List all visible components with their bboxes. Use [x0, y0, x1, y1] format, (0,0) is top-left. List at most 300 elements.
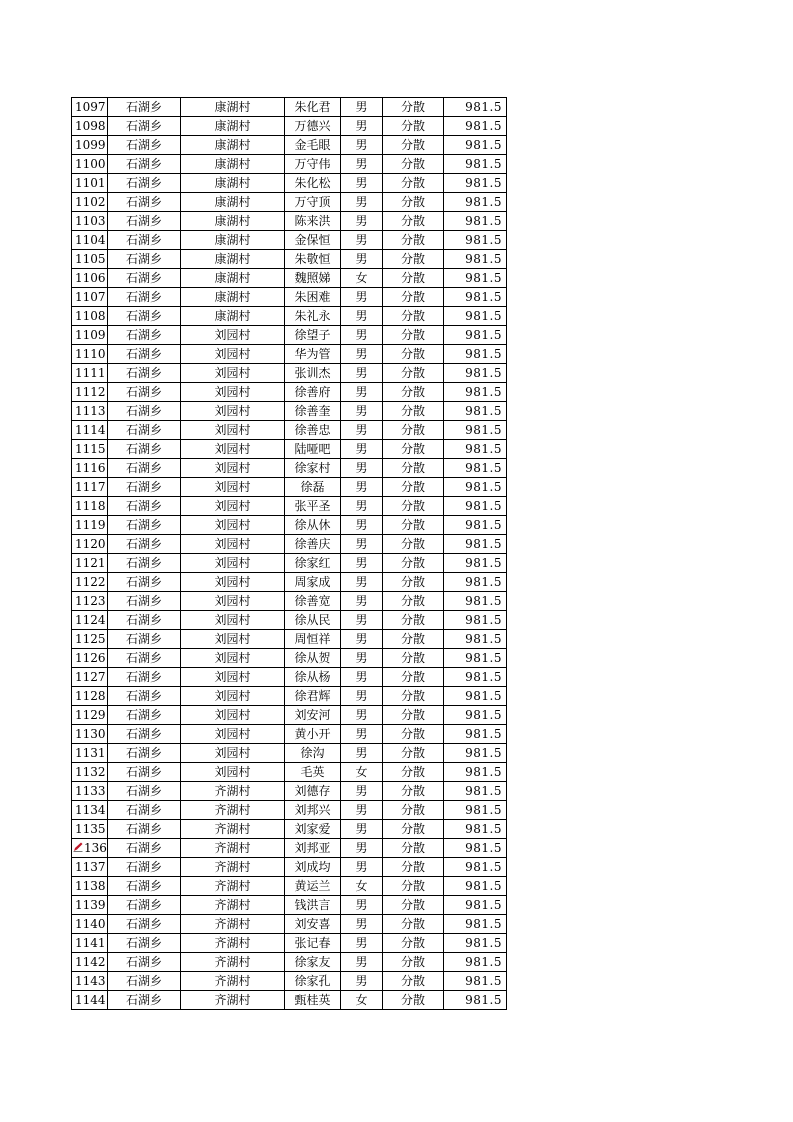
- name-cell: 徐家村: [285, 459, 341, 478]
- type-cell: 分散: [383, 896, 444, 915]
- amount-cell: 981.5: [444, 934, 507, 953]
- amount-cell: 981.5: [444, 212, 507, 231]
- village-cell: 刘园村: [181, 554, 285, 573]
- town-cell: 石湖乡: [108, 611, 181, 630]
- sex-cell: 男: [341, 307, 383, 326]
- type-cell: 分散: [383, 440, 444, 459]
- village-cell: 刘园村: [181, 345, 285, 364]
- town-cell: 石湖乡: [108, 554, 181, 573]
- sex-cell: 男: [341, 364, 383, 383]
- amount-cell: 981.5: [444, 383, 507, 402]
- amount-cell: 981.5: [444, 991, 507, 1010]
- row-number-cell: 1116: [72, 459, 108, 478]
- sex-cell: 男: [341, 288, 383, 307]
- table-row: [72, 858, 507, 877]
- row-number-cell: 1119: [72, 516, 108, 535]
- village-cell: 齐湖村: [181, 991, 285, 1010]
- sex-cell: 男: [341, 117, 383, 136]
- table-row: [72, 117, 507, 136]
- town-cell: 石湖乡: [108, 839, 181, 858]
- type-cell: 分散: [383, 725, 444, 744]
- name-cell: 黄小开: [285, 725, 341, 744]
- amount-cell: 981.5: [444, 155, 507, 174]
- type-cell: 分散: [383, 212, 444, 231]
- type-cell: 分散: [383, 630, 444, 649]
- type-cell: 分散: [383, 250, 444, 269]
- table-row: [72, 383, 507, 402]
- name-cell: 徐善宽: [285, 592, 341, 611]
- pencil-icon: [73, 842, 83, 852]
- name-cell: 徐善忠: [285, 421, 341, 440]
- row-number-cell: 1135: [72, 820, 108, 839]
- row-number-cell: 1118: [72, 497, 108, 516]
- town-cell: 石湖乡: [108, 459, 181, 478]
- sex-cell: 男: [341, 934, 383, 953]
- type-cell: 分散: [383, 915, 444, 934]
- village-cell: 刘园村: [181, 535, 285, 554]
- table-row: [72, 592, 507, 611]
- sex-cell: 男: [341, 915, 383, 934]
- type-cell: 分散: [383, 535, 444, 554]
- type-cell: 分散: [383, 459, 444, 478]
- type-cell: 分散: [383, 345, 444, 364]
- row-number-cell: 1128: [72, 687, 108, 706]
- amount-cell: 981.5: [444, 763, 507, 782]
- town-cell: 石湖乡: [108, 364, 181, 383]
- amount-cell: 981.5: [444, 554, 507, 573]
- sex-cell: 男: [341, 592, 383, 611]
- table-row: [72, 231, 507, 250]
- table-row: [72, 668, 507, 687]
- name-cell: 金毛眼: [285, 136, 341, 155]
- town-cell: 石湖乡: [108, 649, 181, 668]
- name-cell: 朱敬恒: [285, 250, 341, 269]
- town-cell: 石湖乡: [108, 934, 181, 953]
- sex-cell: 男: [341, 554, 383, 573]
- name-cell: 徐善府: [285, 383, 341, 402]
- table-body: [72, 98, 507, 1010]
- amount-cell: 981.5: [444, 326, 507, 345]
- data-table: [71, 97, 507, 1010]
- town-cell: 石湖乡: [108, 478, 181, 497]
- table-row: [72, 364, 507, 383]
- table-row: [72, 478, 507, 497]
- village-cell: 刘园村: [181, 611, 285, 630]
- type-cell: 分散: [383, 269, 444, 288]
- village-cell: 刘园村: [181, 630, 285, 649]
- row-number-cell: 1112: [72, 383, 108, 402]
- name-cell: 徐从民: [285, 611, 341, 630]
- table-row: [72, 269, 507, 288]
- type-cell: 分散: [383, 858, 444, 877]
- amount-cell: 981.5: [444, 801, 507, 820]
- type-cell: 分散: [383, 687, 444, 706]
- table-row: [72, 820, 507, 839]
- type-cell: 分散: [383, 174, 444, 193]
- type-cell: 分散: [383, 611, 444, 630]
- town-cell: 石湖乡: [108, 725, 181, 744]
- village-cell: 刘园村: [181, 687, 285, 706]
- amount-cell: 981.5: [444, 706, 507, 725]
- type-cell: 分散: [383, 744, 444, 763]
- sex-cell: 男: [341, 212, 383, 231]
- town-cell: 石湖乡: [108, 288, 181, 307]
- sex-cell: 男: [341, 649, 383, 668]
- amount-cell: 981.5: [444, 858, 507, 877]
- sex-cell: 男: [341, 820, 383, 839]
- amount-cell: 981.5: [444, 440, 507, 459]
- row-number-cell: 1140: [72, 915, 108, 934]
- row-number-cell: 1098: [72, 117, 108, 136]
- amount-cell: 981.5: [444, 592, 507, 611]
- town-cell: 石湖乡: [108, 763, 181, 782]
- village-cell: 齐湖村: [181, 858, 285, 877]
- sex-cell: 男: [341, 383, 383, 402]
- table-row: [72, 288, 507, 307]
- type-cell: 分散: [383, 991, 444, 1010]
- village-cell: 刘园村: [181, 706, 285, 725]
- table-row: [72, 839, 507, 858]
- town-cell: 石湖乡: [108, 383, 181, 402]
- name-cell: 徐家友: [285, 953, 341, 972]
- type-cell: 分散: [383, 117, 444, 136]
- type-cell: 分散: [383, 592, 444, 611]
- village-cell: 刘园村: [181, 326, 285, 345]
- name-cell: 徐善庆: [285, 535, 341, 554]
- town-cell: 石湖乡: [108, 440, 181, 459]
- village-cell: 刘园村: [181, 478, 285, 497]
- village-cell: 刘园村: [181, 402, 285, 421]
- type-cell: 分散: [383, 877, 444, 896]
- row-number-cell: 1102: [72, 193, 108, 212]
- village-cell: 康湖村: [181, 117, 285, 136]
- sex-cell: 男: [341, 725, 383, 744]
- amount-cell: 981.5: [444, 630, 507, 649]
- sex-cell: 男: [341, 782, 383, 801]
- sex-cell: 男: [341, 744, 383, 763]
- table-row: [72, 611, 507, 630]
- type-cell: 分散: [383, 573, 444, 592]
- town-cell: 石湖乡: [108, 706, 181, 725]
- row-number-cell: 1126: [72, 649, 108, 668]
- table-row: [72, 307, 507, 326]
- row-number-cell: 1117: [72, 478, 108, 497]
- row-number-cell: 1114: [72, 421, 108, 440]
- village-cell: 齐湖村: [181, 782, 285, 801]
- amount-cell: 981.5: [444, 839, 507, 858]
- town-cell: 石湖乡: [108, 896, 181, 915]
- sex-cell: 女: [341, 763, 383, 782]
- village-cell: 刘园村: [181, 744, 285, 763]
- row-number-cell: 1141: [72, 934, 108, 953]
- row-number-cell: 1097: [72, 98, 108, 117]
- type-cell: 分散: [383, 706, 444, 725]
- type-cell: 分散: [383, 782, 444, 801]
- type-cell: 分散: [383, 326, 444, 345]
- sex-cell: 女: [341, 877, 383, 896]
- table-row: [72, 953, 507, 972]
- sex-cell: 男: [341, 402, 383, 421]
- name-cell: 徐望子: [285, 326, 341, 345]
- type-cell: 分散: [383, 307, 444, 326]
- name-cell: 刘邦亚: [285, 839, 341, 858]
- row-number-cell: 1109: [72, 326, 108, 345]
- name-cell: 徐从休: [285, 516, 341, 535]
- village-cell: 康湖村: [181, 155, 285, 174]
- amount-cell: 981.5: [444, 269, 507, 288]
- name-cell: 万守顶: [285, 193, 341, 212]
- amount-cell: 981.5: [444, 307, 507, 326]
- village-cell: 刘园村: [181, 364, 285, 383]
- table-row: [72, 782, 507, 801]
- table-row: [72, 136, 507, 155]
- table-row: [72, 687, 507, 706]
- sex-cell: 男: [341, 136, 383, 155]
- amount-cell: 981.5: [444, 98, 507, 117]
- sex-cell: 男: [341, 459, 383, 478]
- row-number-cell: 1137: [72, 858, 108, 877]
- sex-cell: 男: [341, 706, 383, 725]
- type-cell: 分散: [383, 953, 444, 972]
- village-cell: 康湖村: [181, 307, 285, 326]
- village-cell: 刘园村: [181, 649, 285, 668]
- town-cell: 石湖乡: [108, 953, 181, 972]
- table-row: [72, 212, 507, 231]
- amount-cell: 981.5: [444, 725, 507, 744]
- village-cell: 齐湖村: [181, 934, 285, 953]
- name-cell: 刘家爱: [285, 820, 341, 839]
- village-cell: 刘园村: [181, 497, 285, 516]
- type-cell: 分散: [383, 364, 444, 383]
- row-number-cell: 1100: [72, 155, 108, 174]
- town-cell: 石湖乡: [108, 136, 181, 155]
- table-row: [72, 915, 507, 934]
- village-cell: 刘园村: [181, 421, 285, 440]
- name-cell: 张平圣: [285, 497, 341, 516]
- amount-cell: 981.5: [444, 231, 507, 250]
- name-cell: 陆哑吧: [285, 440, 341, 459]
- row-number-cell: 1110: [72, 345, 108, 364]
- village-cell: 刘园村: [181, 383, 285, 402]
- row-number-cell: 1101: [72, 174, 108, 193]
- table-row: [72, 459, 507, 478]
- town-cell: 石湖乡: [108, 915, 181, 934]
- table-row: [72, 402, 507, 421]
- town-cell: 石湖乡: [108, 744, 181, 763]
- amount-cell: 981.5: [444, 402, 507, 421]
- sex-cell: 男: [341, 440, 383, 459]
- table-row: [72, 801, 507, 820]
- row-number-cell: 1122: [72, 573, 108, 592]
- name-cell: 朱化松: [285, 174, 341, 193]
- type-cell: 分散: [383, 801, 444, 820]
- table-row: [72, 934, 507, 953]
- village-cell: 康湖村: [181, 231, 285, 250]
- sex-cell: 男: [341, 801, 383, 820]
- village-cell: 康湖村: [181, 136, 285, 155]
- name-cell: 徐沟: [285, 744, 341, 763]
- town-cell: 石湖乡: [108, 972, 181, 991]
- row-number-cell: 1131: [72, 744, 108, 763]
- town-cell: 石湖乡: [108, 307, 181, 326]
- type-cell: 分散: [383, 820, 444, 839]
- village-cell: 刘园村: [181, 763, 285, 782]
- type-cell: 分散: [383, 668, 444, 687]
- row-number-cell: 1129: [72, 706, 108, 725]
- row-number-cell: 1125: [72, 630, 108, 649]
- table-row: [72, 174, 507, 193]
- town-cell: 石湖乡: [108, 117, 181, 136]
- village-cell: 刘园村: [181, 668, 285, 687]
- table-row: [72, 554, 507, 573]
- village-cell: 齐湖村: [181, 896, 285, 915]
- amount-cell: 981.5: [444, 915, 507, 934]
- row-number-cell: 1111: [72, 364, 108, 383]
- village-cell: 刘园村: [181, 440, 285, 459]
- amount-cell: 981.5: [444, 288, 507, 307]
- town-cell: 石湖乡: [108, 858, 181, 877]
- name-cell: 周恒祥: [285, 630, 341, 649]
- village-cell: 刘园村: [181, 573, 285, 592]
- name-cell: 徐君辉: [285, 687, 341, 706]
- village-cell: 康湖村: [181, 250, 285, 269]
- row-number-cell: 1123: [72, 592, 108, 611]
- village-cell: 齐湖村: [181, 801, 285, 820]
- table-row: [72, 250, 507, 269]
- town-cell: 石湖乡: [108, 174, 181, 193]
- type-cell: 分散: [383, 98, 444, 117]
- name-cell: 毛英: [285, 763, 341, 782]
- row-number-cell: 1107: [72, 288, 108, 307]
- sex-cell: 男: [341, 250, 383, 269]
- name-cell: 华为管: [285, 345, 341, 364]
- type-cell: 分散: [383, 972, 444, 991]
- row-number-cell: 1115: [72, 440, 108, 459]
- town-cell: 石湖乡: [108, 516, 181, 535]
- table-row: [72, 440, 507, 459]
- amount-cell: 981.5: [444, 820, 507, 839]
- name-cell: 徐磊: [285, 478, 341, 497]
- name-cell: 徐从贺: [285, 649, 341, 668]
- type-cell: 分散: [383, 421, 444, 440]
- row-number-cell: 1124: [72, 611, 108, 630]
- row-number-cell: 1113: [72, 402, 108, 421]
- amount-cell: 981.5: [444, 744, 507, 763]
- town-cell: 石湖乡: [108, 668, 181, 687]
- row-number-cell: 1099: [72, 136, 108, 155]
- sex-cell: 男: [341, 345, 383, 364]
- row-number-cell: [72, 839, 108, 858]
- amount-cell: 981.5: [444, 136, 507, 155]
- village-cell: 齐湖村: [181, 820, 285, 839]
- type-cell: 分散: [383, 288, 444, 307]
- table-row: [72, 896, 507, 915]
- town-cell: 石湖乡: [108, 820, 181, 839]
- sex-cell: 男: [341, 421, 383, 440]
- row-number-cell: 1127: [72, 668, 108, 687]
- name-cell: 徐家红: [285, 554, 341, 573]
- amount-cell: 981.5: [444, 174, 507, 193]
- table-row: [72, 421, 507, 440]
- name-cell: 钱洪言: [285, 896, 341, 915]
- sex-cell: 女: [341, 269, 383, 288]
- village-cell: 康湖村: [181, 98, 285, 117]
- row-number-cell: 1104: [72, 231, 108, 250]
- town-cell: 石湖乡: [108, 269, 181, 288]
- village-cell: 齐湖村: [181, 953, 285, 972]
- table-row: [72, 763, 507, 782]
- name-cell: 张训杰: [285, 364, 341, 383]
- table-row: [72, 744, 507, 763]
- amount-cell: 981.5: [444, 953, 507, 972]
- sex-cell: 男: [341, 98, 383, 117]
- sex-cell: 男: [341, 155, 383, 174]
- village-cell: 刘园村: [181, 725, 285, 744]
- name-cell: 朱礼永: [285, 307, 341, 326]
- name-cell: 万守伟: [285, 155, 341, 174]
- sex-cell: 男: [341, 953, 383, 972]
- town-cell: 石湖乡: [108, 991, 181, 1010]
- name-cell: 周家成: [285, 573, 341, 592]
- amount-cell: 981.5: [444, 250, 507, 269]
- table-row: [72, 630, 507, 649]
- table-row: [72, 725, 507, 744]
- table-row: [72, 155, 507, 174]
- row-number-cell: 1121: [72, 554, 108, 573]
- type-cell: 分散: [383, 839, 444, 858]
- sex-cell: 男: [341, 573, 383, 592]
- row-number-cell: 1134: [72, 801, 108, 820]
- sex-cell: 男: [341, 326, 383, 345]
- amount-cell: 981.5: [444, 573, 507, 592]
- row-number-cell: 1120: [72, 535, 108, 554]
- name-cell: 朱化君: [285, 98, 341, 117]
- type-cell: 分散: [383, 516, 444, 535]
- amount-cell: 981.5: [444, 611, 507, 630]
- row-number-cell: 1130: [72, 725, 108, 744]
- row-number-text: 136: [84, 841, 107, 855]
- amount-cell: 981.5: [444, 896, 507, 915]
- village-cell: 康湖村: [181, 174, 285, 193]
- town-cell: 石湖乡: [108, 212, 181, 231]
- name-cell: 刘邦兴: [285, 801, 341, 820]
- town-cell: 石湖乡: [108, 231, 181, 250]
- amount-cell: 981.5: [444, 649, 507, 668]
- row-number-cell: 1138: [72, 877, 108, 896]
- amount-cell: 981.5: [444, 459, 507, 478]
- town-cell: 石湖乡: [108, 98, 181, 117]
- village-cell: 齐湖村: [181, 839, 285, 858]
- type-cell: 分散: [383, 497, 444, 516]
- sex-cell: 男: [341, 896, 383, 915]
- type-cell: 分散: [383, 402, 444, 421]
- town-cell: 石湖乡: [108, 630, 181, 649]
- name-cell: 甄桂英: [285, 991, 341, 1010]
- name-cell: 刘安喜: [285, 915, 341, 934]
- table-row: [72, 516, 507, 535]
- town-cell: 石湖乡: [108, 345, 181, 364]
- amount-cell: 981.5: [444, 877, 507, 896]
- amount-cell: 981.5: [444, 193, 507, 212]
- amount-cell: 981.5: [444, 687, 507, 706]
- type-cell: 分散: [383, 155, 444, 174]
- amount-cell: 981.5: [444, 516, 507, 535]
- sex-cell: 男: [341, 858, 383, 877]
- name-cell: 刘安河: [285, 706, 341, 725]
- sex-cell: 男: [341, 174, 383, 193]
- table-row: [72, 535, 507, 554]
- town-cell: 石湖乡: [108, 193, 181, 212]
